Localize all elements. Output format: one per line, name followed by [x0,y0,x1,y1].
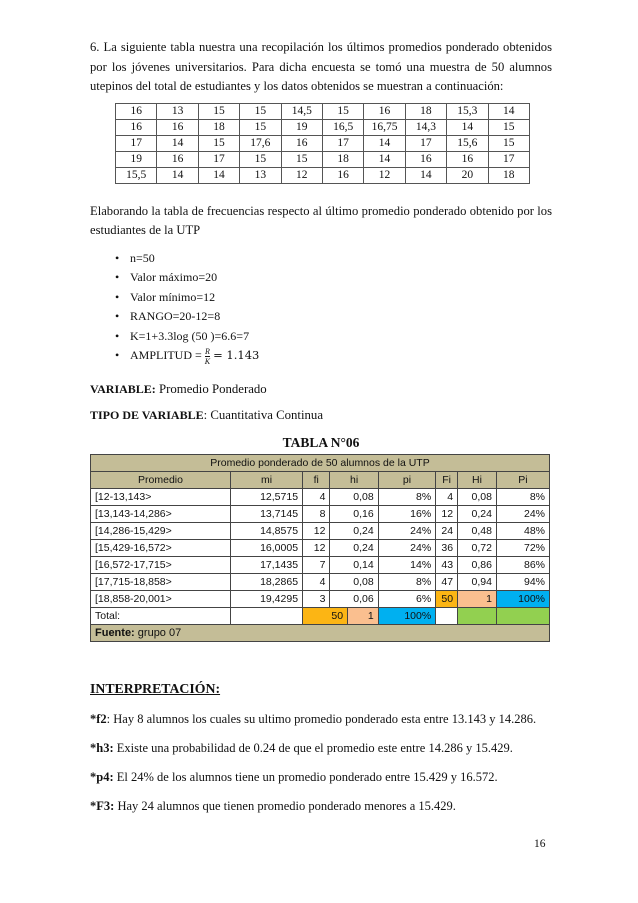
table-cell: 14 [488,103,529,119]
table-cell: 48% [496,523,549,540]
interpretation-item [90,769,552,785]
variable-label: VARIABLE: [90,382,156,397]
raw-data-table [115,103,530,184]
table-cell: 15 [488,119,529,135]
interpretation-key: *f2 [90,712,107,727]
source-value: grupo 07 [134,627,182,640]
source-row [91,625,550,642]
table-cell: 0,24 [330,540,378,557]
table-row [116,151,530,167]
column-header: mi [230,472,302,489]
source-label: Fuente: [95,627,135,640]
table-cell: 14 [447,119,488,135]
table-caption: Promedio ponderado de 50 alumnos de la UTP [91,455,550,472]
table-cell: 12 [303,523,330,540]
table-cell: 16 [157,151,198,167]
table-cell: 8 [303,506,330,523]
table-cell: 20 [447,167,488,183]
table-cell: 14 [405,167,446,183]
frequency-table [90,454,550,642]
variable-type-value: : Cuantitativa Continua [203,408,324,423]
table-cell: 43 [436,557,458,574]
table-cell: 4 [303,489,330,506]
table-cell: 94% [496,574,549,591]
table-cell: 15,3 [447,103,488,119]
table-cell: 18 [488,167,529,183]
total-fi: 50 1 [303,608,379,625]
interpretation-text: Hay 24 alumnos que tienen promedio ponderado menores a 15.429. [114,799,456,814]
table-cell: 15,5 [116,167,157,183]
variable-line [90,380,552,398]
table-cell: 17 [198,151,239,167]
table-cell: 18 [198,119,239,135]
variable-value: Promedio Ponderado [159,382,267,397]
table-row [116,119,530,135]
table-cell: 4 [303,574,330,591]
table-cell: 12 [281,167,322,183]
table-cell: 13 [240,167,281,183]
table-title: TABLA N°06 [282,435,360,451]
table-cell: 17,6 [240,135,281,151]
table-cell: 24% [378,523,435,540]
variable-type-label: TIPO DE VARIABLE [90,408,204,423]
table-cell: 14 [364,135,405,151]
table-cell: 0,14 [330,557,378,574]
table-cell: 15,6 [447,135,488,151]
table-cell: 16 [281,135,322,151]
table-cell: 47 [436,574,458,591]
table-cell: 16 [322,167,363,183]
table-cell: 16 [157,119,198,135]
column-header: pi [378,472,435,489]
table-cell: [14,286-15,429> [91,523,231,540]
total-row [91,608,550,625]
table-cell: 12 [436,506,458,523]
table-cell: 100% [496,591,549,608]
fraction-denominator: K [204,357,211,367]
column-header: fi [303,472,330,489]
intro-paragraph: 6. La siguiente tabla nuestra una recopilación los últimos promedios ponderado obtenidos por los jóvenes universitarios. Para dicha encuesta se tomó una muestra de 50 alumnos utepinos del total de estudiantes y los datos obtenidos se muestran a continuación: [90,40,552,94]
table-cell: 15 [240,151,281,167]
table-cell: 15 [488,135,529,151]
total-pi: 100% [378,608,435,625]
interpretation-text: El 24% de los alumnos tiene un promedio ponderado entre 15.429 y 16.572. [113,770,498,785]
table-cell: [17,715-18,858> [91,574,231,591]
table-cell: 8% [378,489,435,506]
table-cell: 7 [303,557,330,574]
table-row [91,540,550,557]
table-cell [230,608,302,625]
table-cell: 16,5 [322,119,363,135]
interpretation-item [90,740,552,756]
table-cell: 15 [198,103,239,119]
page-number: 16 [534,838,546,850]
table-cell: 0,86 [458,557,497,574]
table-cell: 8% [378,574,435,591]
table-cell: 72% [496,540,549,557]
table-cell: 15 [281,151,322,167]
table-cell: 16 [116,103,157,119]
table-row [91,506,550,523]
table-cell: 16 [405,151,446,167]
table-cell: 24% [378,540,435,557]
table-cell: 24 [436,523,458,540]
table-cell: 0,08 [330,489,378,506]
table-cell: 0,24 [330,523,378,540]
table-cell: 17 [488,151,529,167]
table-cell: 18 [322,151,363,167]
amplitud-label: AMPLITUD = [130,348,202,363]
list-item: • RANGO=20-12=8 [115,307,552,327]
table-row [116,103,530,119]
table-cell: 19 [116,151,157,167]
table-cell: 0,72 [458,540,497,557]
table-cell: 18,2865 [230,574,302,591]
amplitud-fraction [205,347,210,366]
table-row [91,523,550,540]
interpretation-key: *p4: [90,770,114,785]
table-cell: 0,24 [458,506,497,523]
amplitud-result: = 1.143 [213,348,260,363]
column-header: Pi [496,472,549,489]
table-cell: [12-13,143> [91,489,231,506]
table-cell: 50 [436,591,458,608]
interpretation-key: *F3: [90,799,115,814]
table-cell: 14,5 [281,103,322,119]
table-cell: 8% [496,489,549,506]
table-cell: 13,7145 [230,506,302,523]
table-cell: 14 [364,151,405,167]
table-cell: 13 [157,103,198,119]
table-cell: 15 [322,103,363,119]
table-cell: 17 [405,135,446,151]
table-cell: 24% [496,506,549,523]
table-cell: 15 [240,119,281,135]
list-item: • K=1+3.3log (50 )=6.6=7 [115,327,552,347]
page-content [90,38,552,814]
column-header: Promedio [91,472,231,489]
table-cell: 0,08 [330,574,378,591]
table-cell: 14 [198,167,239,183]
variable-type-line [90,406,552,424]
interpretation-text: : Hay 8 alumnos los cuales su ultimo promedio ponderado esta entre 13.143 y 14.286. [106,712,537,727]
interpretation-title: INTERPRETACIÓN: [90,681,221,697]
list-item-amplitud [115,346,552,366]
column-header: Hi [458,472,497,489]
table-cell: 18 [405,103,446,119]
table-cell: 17 [116,135,157,151]
table-cell: [18,858-20,001> [91,591,231,608]
column-header: Fi [436,472,458,489]
table-row [91,574,550,591]
table-cell: 36 [436,540,458,557]
table-row [91,557,550,574]
table-cell: 17 [322,135,363,151]
table-cell: 0,94 [458,574,497,591]
table-cell: 15 [240,103,281,119]
table-cell: 15 [198,135,239,151]
interpretation-item [90,798,552,814]
summary-list [90,249,552,366]
interpretation-item [90,711,552,727]
table-cell: 14,3 [405,119,446,135]
table-cell: 14 [157,167,198,183]
table-cell: 16,0005 [230,540,302,557]
table-cell: 16,75 [364,119,405,135]
interpretation-key: *h3: [90,741,114,756]
list-item: • Valor máximo=20 [115,268,552,288]
table-cell: 14% [378,557,435,574]
column-header: hi [330,472,378,489]
table-cell: 16 [364,103,405,119]
table-cell: 1 [458,591,497,608]
table-row [91,489,550,506]
elaboration-paragraph: Elaborando la tabla de frecuencias respecto al último promedio ponderado obtenido por los estudiantes de la UTP [90,203,552,238]
list-item: • n=50 [115,249,552,269]
table-cell: 16 [116,119,157,135]
table-cell: 0,06 [330,591,378,608]
table-cell: 16 [447,151,488,167]
table-cell: [15,429-16,572> [91,540,231,557]
table-cell: 3 [303,591,330,608]
fraction-numerator: R [204,347,210,357]
table-row [91,591,550,608]
table-cell: 12,5715 [230,489,302,506]
table-cell: [13,143-14,286> [91,506,231,523]
table-cell: 0,48 [458,523,497,540]
list-item: • Valor mínimo=12 [115,288,552,308]
total-hi: 1 [347,608,378,624]
table-cell [496,608,549,625]
interpretation-text: Existe una probabilidad de 0.24 de que el promedio este entre 14.286 y 15.429. [113,741,513,756]
table-cell: 19,4295 [230,591,302,608]
table-cell: 86% [496,557,549,574]
table-cell: 16% [378,506,435,523]
table-cell [436,608,458,625]
table-cell: 14,8575 [230,523,302,540]
table-cell: 6% [378,591,435,608]
table-cell: [16,572-17,715> [91,557,231,574]
table-cell: 0,16 [330,506,378,523]
table-row [116,167,530,183]
table-cell: 17,1435 [230,557,302,574]
total-label: Total: [91,608,231,625]
table-cell: 4 [436,489,458,506]
table-cell: 0,08 [458,489,497,506]
table-cell: 14 [157,135,198,151]
table-cell [458,608,497,625]
table-cell: 12 [303,540,330,557]
interpretation-list [90,711,552,814]
table-cell: 19 [281,119,322,135]
table-row [116,135,530,151]
table-cell: 12 [364,167,405,183]
